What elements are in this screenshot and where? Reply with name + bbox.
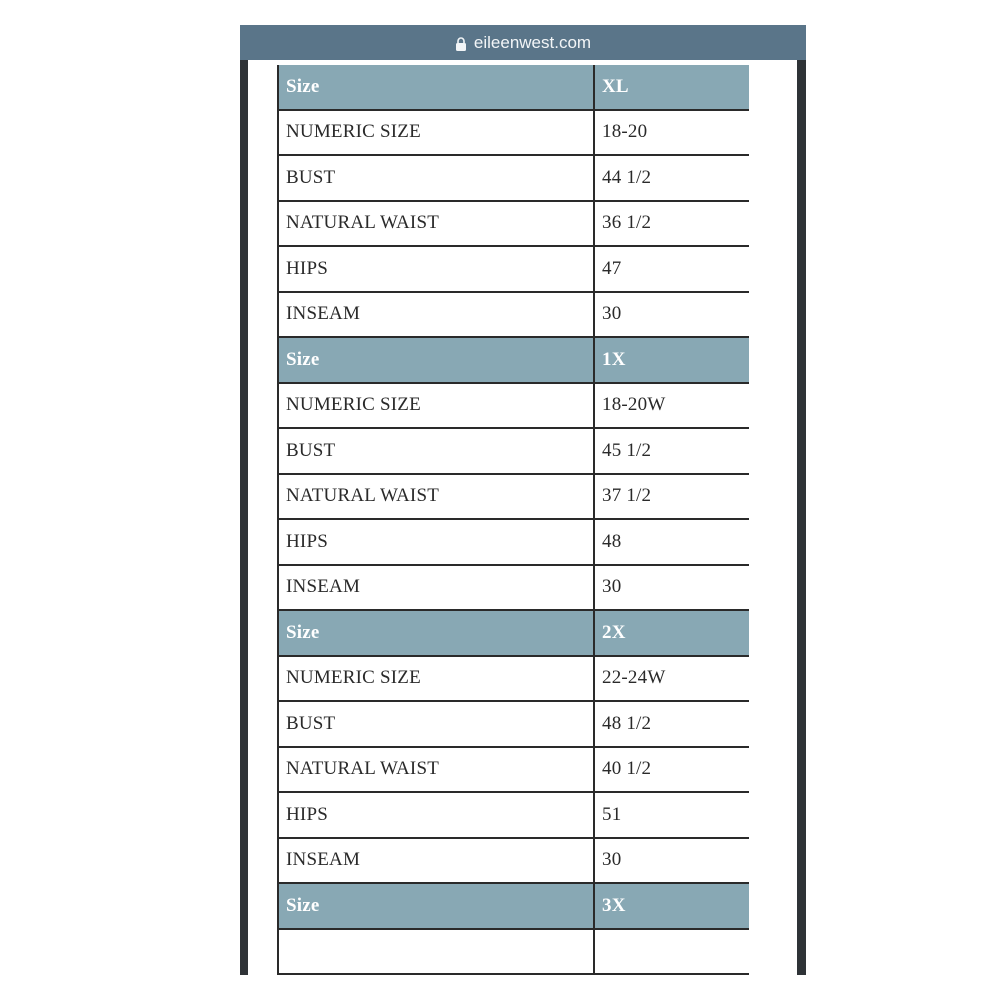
header-size: 3X [594, 883, 749, 929]
table-header-row [278, 610, 749, 656]
measure-value: 18-20W [594, 383, 749, 429]
header-label: Size [278, 610, 594, 656]
header-label: Size [278, 337, 594, 383]
measure-label: BUST [278, 701, 594, 747]
header-size: 1X [594, 337, 749, 383]
measure-label: NUMERIC SIZE [278, 656, 594, 702]
measure-label: HIPS [278, 519, 594, 565]
table-header-row [278, 337, 749, 383]
size-chart-table [277, 65, 749, 975]
table-row [278, 747, 749, 793]
table-row [278, 838, 749, 884]
measure-label: HIPS [278, 792, 594, 838]
measure-value: 40 1/2 [594, 747, 749, 793]
table-header-row [278, 65, 749, 110]
measure-value: 47 [594, 246, 749, 292]
table-row [278, 929, 749, 975]
measure-label: NUMERIC SIZE [278, 383, 594, 429]
table-row [278, 201, 749, 247]
url-text: eileenwest.com [473, 32, 592, 52]
header-label: Size [278, 883, 594, 929]
table-row [278, 701, 749, 747]
measure-label: BUST [278, 155, 594, 201]
size-chart [277, 65, 749, 975]
measure-label: NUMERIC SIZE [278, 110, 594, 156]
table-header-row [278, 883, 749, 929]
measure-label: NATURAL WAIST [278, 747, 594, 793]
table-row [278, 656, 749, 702]
measure-value: 36 1/2 [594, 201, 749, 247]
table-row [278, 519, 749, 565]
measure-value: 48 [594, 519, 749, 565]
table-row [278, 474, 749, 520]
phone-screen [240, 25, 806, 975]
table-row [278, 792, 749, 838]
measure-value: 18-20 [594, 110, 749, 156]
table-row [278, 110, 749, 156]
measure-value: 30 [594, 838, 749, 884]
measure-value: 48 1/2 [594, 701, 749, 747]
table-row [278, 565, 749, 611]
table-row [278, 292, 749, 338]
measure-value: 30 [594, 565, 749, 611]
measure-value: 30 [594, 292, 749, 338]
table-row [278, 155, 749, 201]
table-row [278, 246, 749, 292]
header-size: 2X [594, 610, 749, 656]
measure-label: INSEAM [278, 565, 594, 611]
measure-value: 44 1/2 [594, 155, 749, 201]
frame-left [240, 60, 248, 975]
frame-right [797, 60, 806, 975]
measure-label: INSEAM [278, 292, 594, 338]
measure-value [594, 929, 749, 975]
measure-label: NATURAL WAIST [278, 474, 594, 520]
measure-label: NATURAL WAIST [278, 201, 594, 247]
measure-value: 51 [594, 792, 749, 838]
table-row [278, 428, 749, 474]
table-row [278, 383, 749, 429]
header-size: XL [594, 65, 749, 110]
measure-value: 45 1/2 [594, 428, 749, 474]
measure-value: 37 1/2 [594, 474, 749, 520]
measure-value: 22-24W [594, 656, 749, 702]
measure-label: INSEAM [278, 838, 594, 884]
measure-label [278, 929, 594, 975]
header-label: Size [278, 65, 594, 110]
measure-label: HIPS [278, 246, 594, 292]
address-bar[interactable] [240, 25, 806, 60]
lock-icon [455, 37, 467, 51]
measure-label: BUST [278, 428, 594, 474]
